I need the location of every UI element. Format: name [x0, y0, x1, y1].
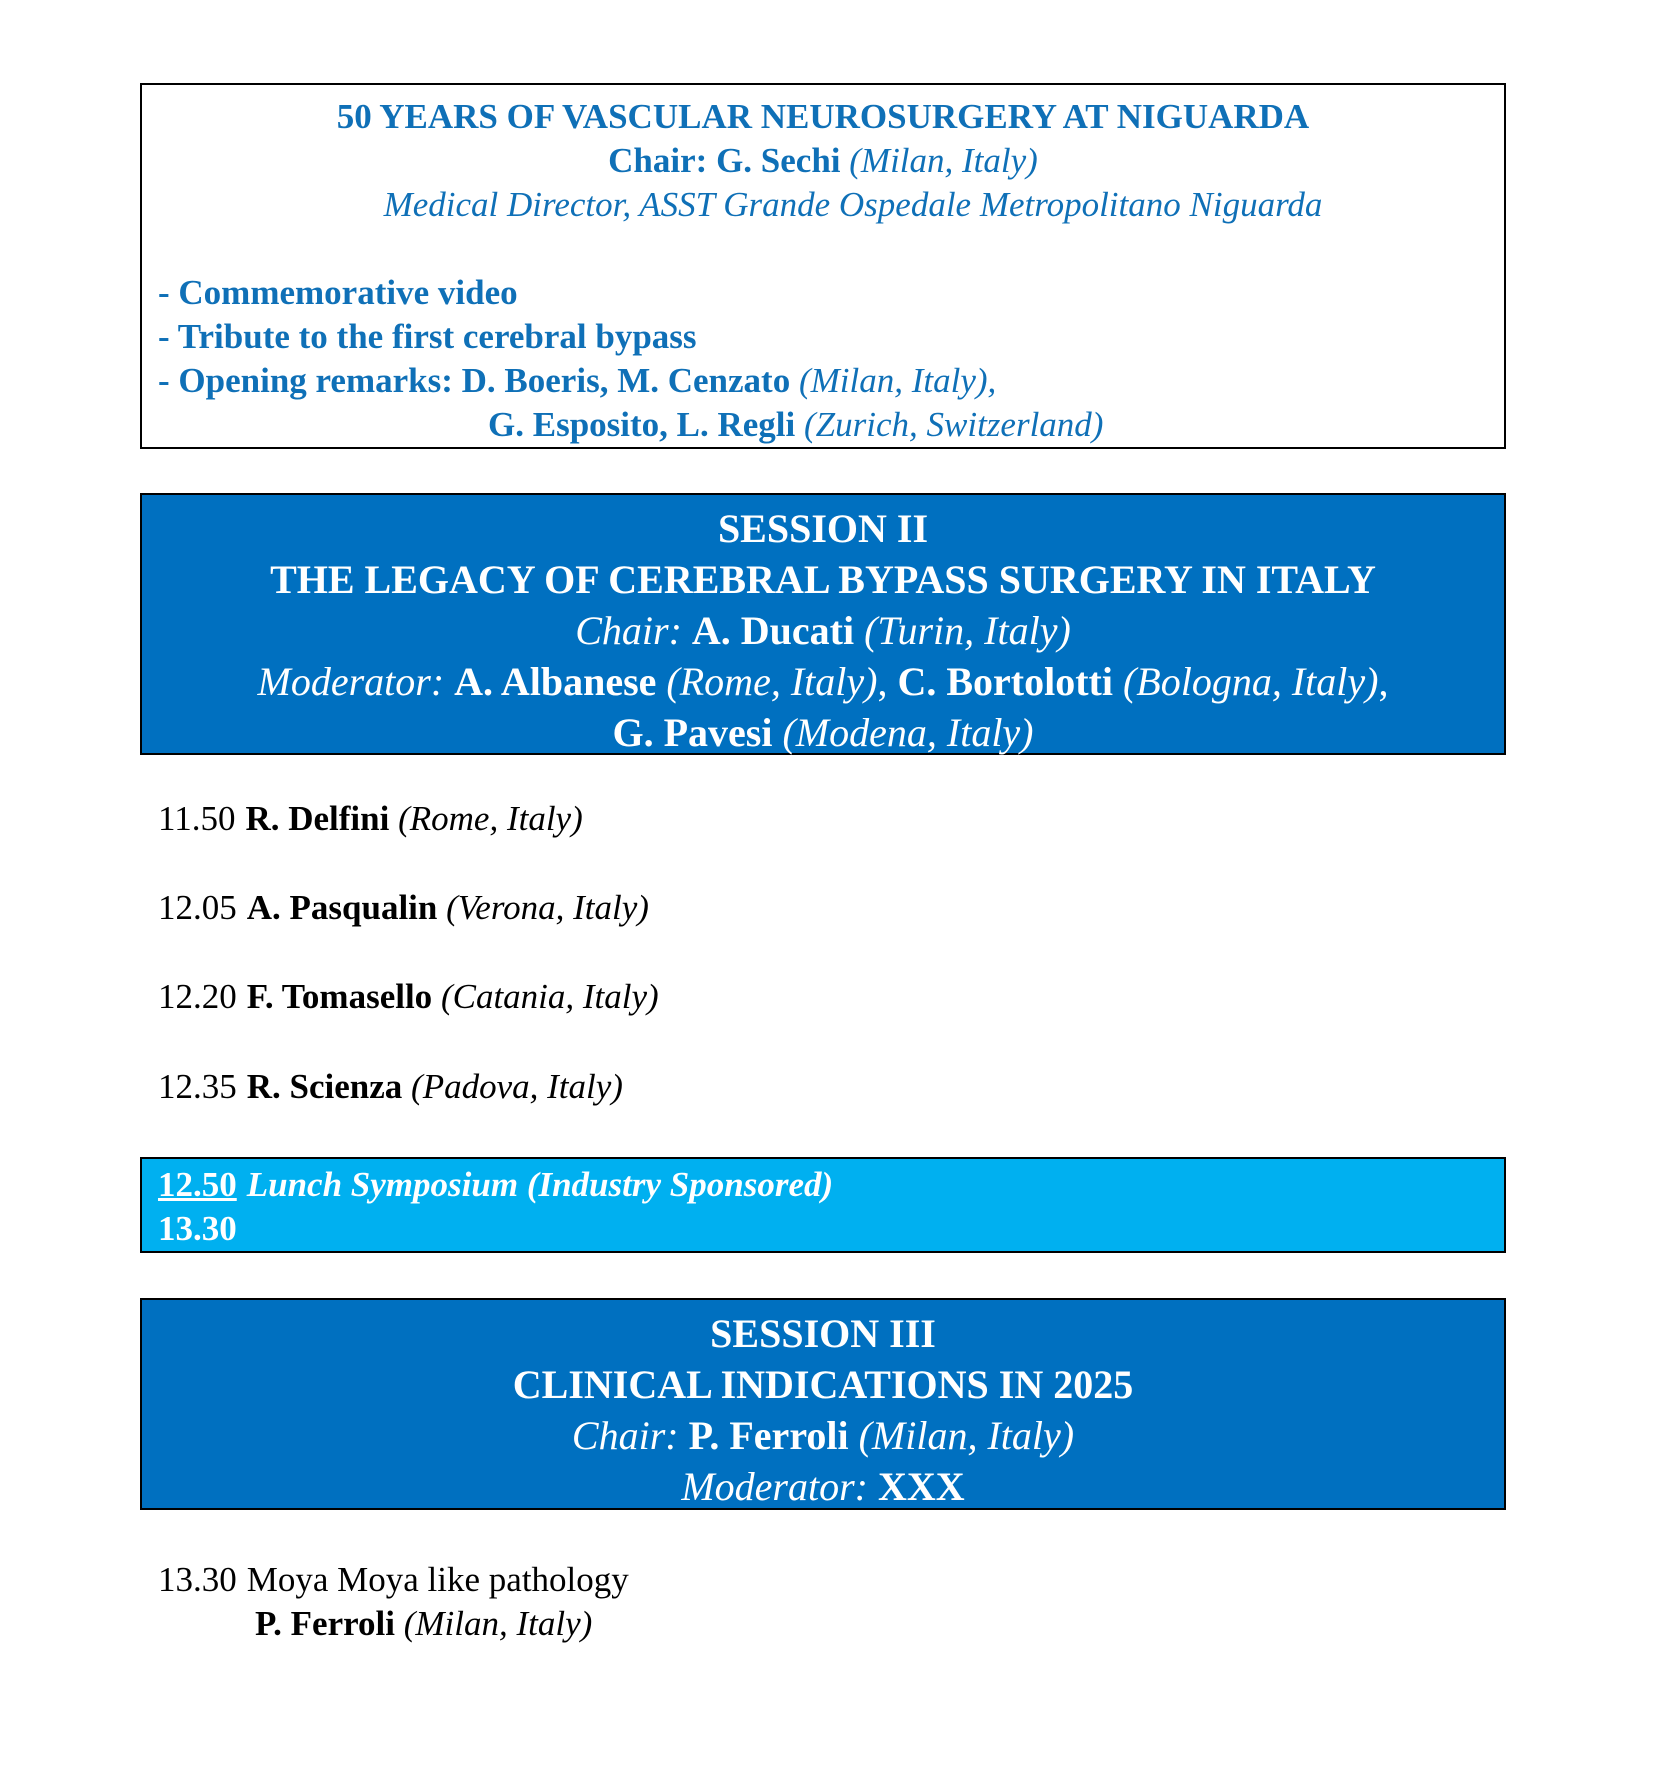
session-2-moderators-continued [142, 707, 1504, 758]
opening-label: - Opening remarks: [158, 361, 462, 400]
talk-row [158, 886, 649, 930]
intro-box [140, 83, 1506, 449]
session-2-moderators [142, 656, 1504, 707]
opening-location-1: (Milan, Italy), [790, 361, 997, 400]
talk-location: (Rome, Italy) [398, 799, 583, 838]
talk-time: 12.05 [158, 888, 237, 927]
session-2-chair [142, 605, 1504, 656]
talk-location: (Verona, Italy) [446, 888, 649, 927]
session-2-title: THE LEGACY OF CEREBRAL BYPASS SURGERY IN ITALY [270, 557, 1376, 602]
talk-location: (Padova, Italy) [411, 1067, 623, 1106]
moderator-location: (Modena, Italy) [772, 710, 1034, 755]
intro-chair [158, 139, 1488, 183]
talk-location: (Milan, Italy) [403, 1604, 593, 1643]
talk-speaker: P. Ferroli [255, 1604, 395, 1643]
lunch-title: Lunch Symposium (Industry Sponsored) [246, 1165, 834, 1204]
final-talk-row [158, 1558, 629, 1602]
talk-time: 12.20 [158, 977, 237, 1016]
intro-chair-location: (Milan, Italy) [840, 141, 1038, 180]
talk-time: 13.30 [158, 1560, 237, 1599]
lunch-row [158, 1163, 1488, 1207]
intro-chair-name: G. Sechi [716, 141, 841, 180]
session-3-box [140, 1298, 1506, 1510]
talk-time: 11.50 [158, 799, 236, 838]
talk-row [158, 797, 583, 841]
moderator-name: A. Albanese [454, 659, 657, 704]
intro-title: 50 YEARS OF VASCULAR NEUROSURGERY AT NIGUARDA [336, 97, 1310, 136]
talk-speaker: F. Tomasello [246, 977, 433, 1016]
moderator-location: (Bologna, Italy) [1112, 659, 1379, 704]
session-3-number: SESSION III [710, 1311, 936, 1356]
moderator-name: G. Pavesi [612, 710, 773, 755]
lunch-end-time: 13.30 [158, 1209, 237, 1248]
intro-item: - Commemorative video [158, 273, 518, 312]
moderator-separator: , [877, 659, 898, 704]
talk-speaker: R. Scienza [246, 1067, 403, 1106]
session-2-moderator-label: Moderator: [257, 659, 455, 704]
intro-items [158, 271, 1488, 447]
talk-speaker: R. Delfini [245, 799, 390, 838]
intro-opening-remarks [158, 359, 1488, 403]
session-3-chair-location: (Milan, Italy) [848, 1413, 1075, 1458]
session-2-chair-name: A. Ducati [691, 608, 855, 653]
talk-location: (Catania, Italy) [440, 977, 659, 1016]
opening-location-2: (Zurich, Switzerland) [795, 405, 1104, 444]
talk-row [158, 975, 659, 1019]
session-3-title: CLINICAL INDICATIONS IN 2025 [512, 1362, 1134, 1407]
session-3-chair-label: Chair: [571, 1413, 689, 1458]
moderator-location: (Rome, Italy) [656, 659, 878, 704]
intro-director: Medical Director, ASST Grande Ospedale Metropolitano Niguarda [383, 185, 1323, 224]
opening-names-2: G. Esposito, L. Regli [488, 405, 796, 444]
talk-speaker: A. Pasqualin [246, 888, 438, 927]
session-2-chair-location: (Turin, Italy) [854, 608, 1071, 653]
moderator-name: C. Bortolotti [897, 659, 1113, 704]
intro-chair-label: Chair: [608, 141, 717, 180]
session-3-moderator-name: XXX [877, 1464, 965, 1509]
session-3-moderator-label: Moderator: [681, 1464, 878, 1509]
intro-item: - Tribute to the first cerebral bypass [158, 317, 697, 356]
session-3-chair-name: P. Ferroli [688, 1413, 849, 1458]
session-3-chair [142, 1410, 1504, 1461]
talk-title: Moya Moya like pathology [246, 1560, 629, 1599]
session-2-number: SESSION II [717, 506, 929, 551]
lunch-box [140, 1157, 1506, 1253]
intro-opening-remarks-continued [158, 403, 1488, 447]
session-2-chair-label: Chair: [575, 608, 692, 653]
opening-names-1: D. Boeris, M. Cenzato [461, 361, 791, 400]
lunch-start-time: 12.50 [158, 1165, 237, 1204]
final-talk-speaker-row [255, 1602, 592, 1646]
moderator-separator: , [1378, 659, 1389, 704]
talk-time: 12.35 [158, 1067, 237, 1106]
session-2-box [140, 493, 1506, 755]
talk-row [158, 1065, 623, 1109]
session-3-moderator [142, 1461, 1504, 1512]
